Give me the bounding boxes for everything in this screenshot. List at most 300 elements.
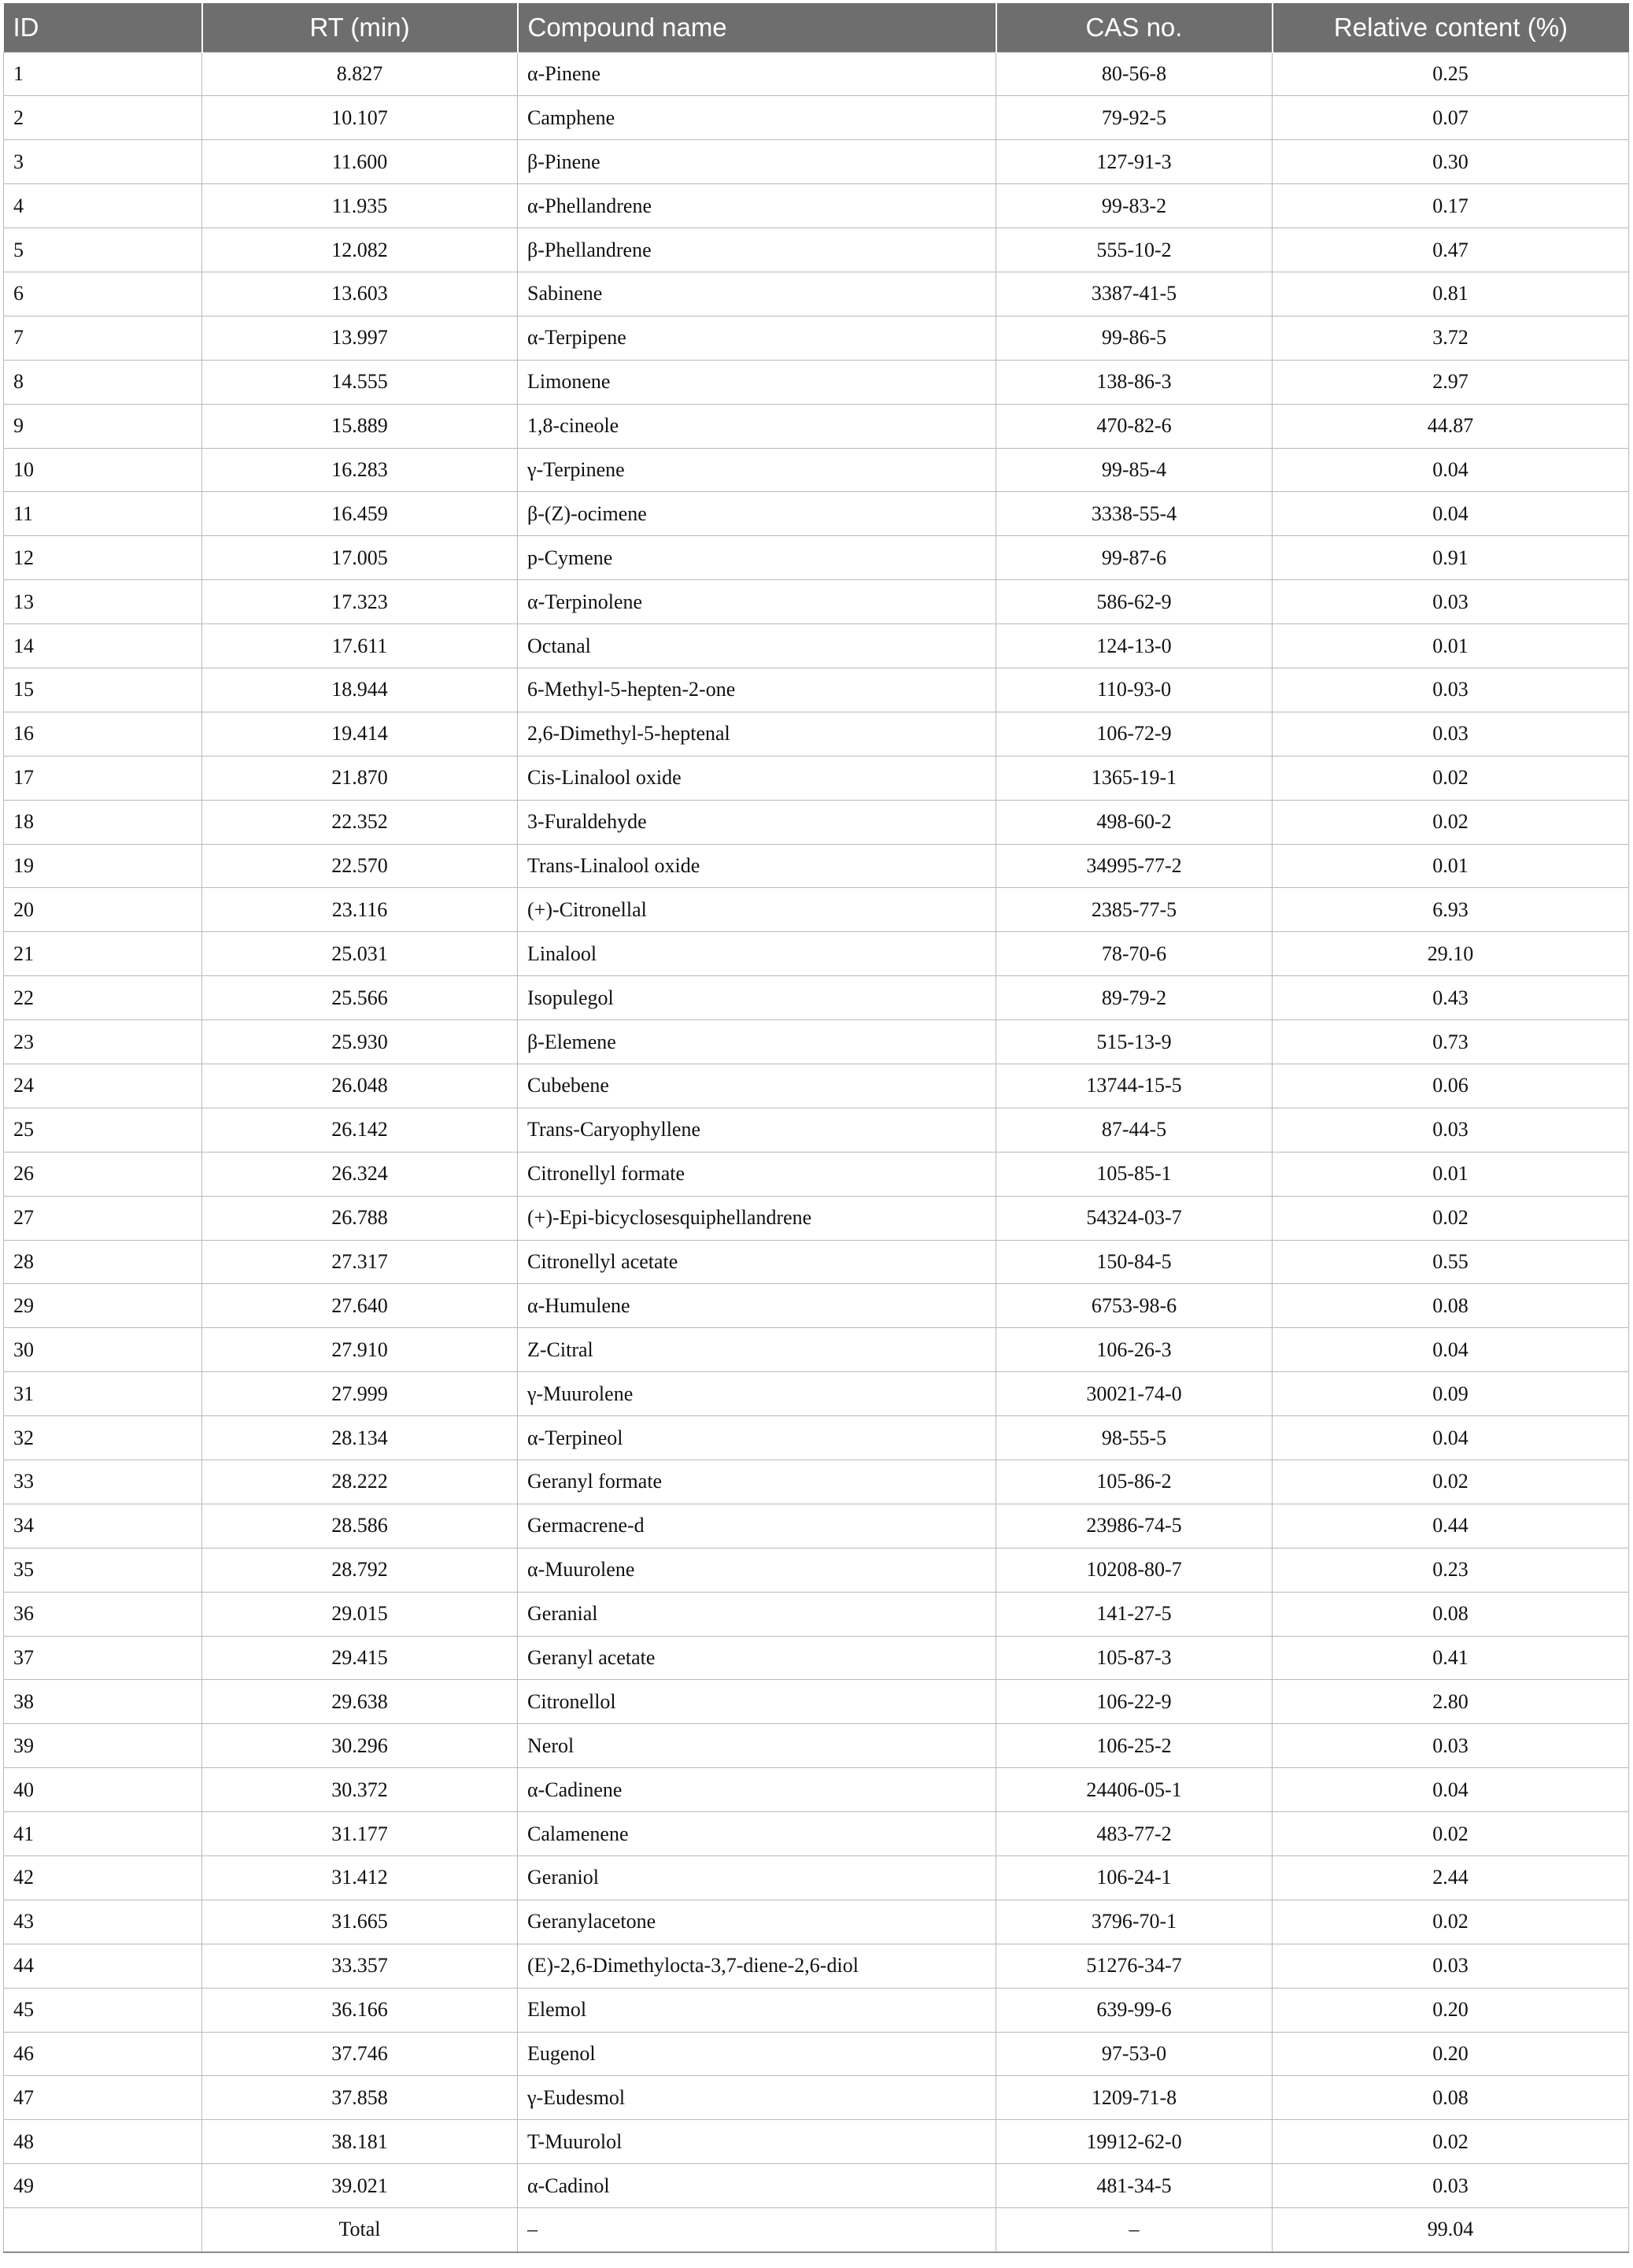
cell-compound-name: Isopulegol [518,976,996,1020]
cell-cas: 99-83-2 [996,184,1273,228]
cell-id: 31 [4,1372,202,1416]
table-row [4,1196,1629,1240]
cell-compound-name: Calamenene [518,1812,996,1856]
cell-rt: 18.944 [202,668,518,712]
cell-cas: – [996,2208,1273,2252]
cell-relative-content: 0.20 [1273,2032,1629,2076]
cell-compound-name: Octanal [518,624,996,668]
cell-rt: 27.640 [202,1284,518,1328]
cell-rt: 26.142 [202,1108,518,1152]
cell-relative-content: 0.41 [1273,1636,1629,1680]
cell-rt: 37.746 [202,2032,518,2076]
table-row [4,536,1629,580]
cell-compound-name: α-Terpineol [518,1416,996,1460]
cell-rt: 22.352 [202,800,518,844]
cell-compound-name: Geranial [518,1592,996,1636]
cell-id: 29 [4,1284,202,1328]
table-row [4,976,1629,1020]
cell-rt: 39.021 [202,2164,518,2208]
cell-id: 20 [4,888,202,932]
cell-compound-name: (+)-Citronellal [518,888,996,932]
cell-relative-content: 0.81 [1273,272,1629,316]
table-row [4,2164,1629,2208]
cell-cas: 138-86-3 [996,360,1273,404]
table-row [4,2032,1629,2076]
cell-relative-content: 0.02 [1273,1812,1629,1856]
cell-id: 1 [4,52,202,96]
cell-compound-name: α-Pinene [518,52,996,96]
cell-relative-content: 0.20 [1273,1988,1629,2032]
total-row [4,2208,1629,2252]
cell-compound-name: γ-Terpinene [518,448,996,492]
cell-id: 39 [4,1724,202,1768]
cell-relative-content: 44.87 [1273,404,1629,448]
table-row [4,1108,1629,1152]
cell-id: 38 [4,1680,202,1724]
table-row [4,1724,1629,1768]
cell-compound-name: 2,6-Dimethyl-5-heptenal [518,712,996,756]
cell-id [4,2208,202,2252]
cell-rt: 31.177 [202,1812,518,1856]
cell-cas: 99-86-5 [996,316,1273,360]
cell-relative-content: 0.04 [1273,1416,1629,1460]
cell-id: 2 [4,96,202,140]
table-row [4,1152,1629,1196]
cell-rt: 33.357 [202,1944,518,1988]
cell-compound-name: Citronellyl acetate [518,1240,996,1284]
cell-rt: 23.116 [202,888,518,932]
cell-rt: 29.015 [202,1592,518,1636]
header-rt: RT (min) [202,3,518,52]
table-row [4,1284,1629,1328]
cell-id: 10 [4,448,202,492]
cell-compound-name: – [518,2208,996,2252]
cell-rt: 25.566 [202,976,518,1020]
table-row [4,712,1629,756]
cell-compound-name: Citronellyl formate [518,1152,996,1196]
cell-compound-name: Camphene [518,96,996,140]
table-row [4,1548,1629,1592]
cell-id: 28 [4,1240,202,1284]
table-row [4,1900,1629,1944]
cell-rt: 8.827 [202,52,518,96]
cell-cas: 24406-05-1 [996,1768,1273,1812]
cell-relative-content: 0.43 [1273,976,1629,1020]
cell-relative-content: 0.03 [1273,2164,1629,2208]
cell-relative-content: 0.02 [1273,756,1629,800]
cell-cas: 124-13-0 [996,624,1273,668]
cell-id: 9 [4,404,202,448]
cell-id: 48 [4,2120,202,2164]
table-row [4,888,1629,932]
cell-id: 30 [4,1328,202,1372]
cell-id: 35 [4,1548,202,1592]
table-row [4,932,1629,976]
cell-id: 5 [4,228,202,272]
cell-rt: 10.107 [202,96,518,140]
table-row [4,228,1629,272]
cell-cas: 105-86-2 [996,1460,1273,1504]
cell-relative-content: 0.30 [1273,140,1629,184]
table-row [4,1680,1629,1724]
cell-cas: 105-87-3 [996,1636,1273,1680]
header-id: ID [13,12,39,42]
cell-cas: 106-24-1 [996,1856,1273,1900]
table-row [4,360,1629,404]
cell-cas: 80-56-8 [996,52,1273,96]
cell-relative-content: 0.02 [1273,1900,1629,1944]
cell-compound-name: Nerol [518,1724,996,1768]
cell-relative-content: 0.23 [1273,1548,1629,1592]
cell-rt: 36.166 [202,1988,518,2032]
table-row [4,800,1629,844]
cell-rt: 26.788 [202,1196,518,1240]
table-row [4,1020,1629,1064]
cell-relative-content: 0.01 [1273,1152,1629,1196]
cell-relative-content: 0.07 [1273,96,1629,140]
cell-compound-name: Limonene [518,360,996,404]
cell-relative-content: 0.04 [1273,448,1629,492]
table-body [4,52,1629,2252]
cell-id: 16 [4,712,202,756]
cell-relative-content: 0.25 [1273,52,1629,96]
cell-relative-content: 0.01 [1273,624,1629,668]
cell-compound-name: T-Muurolol [518,2120,996,2164]
cell-cas: 106-26-3 [996,1328,1273,1372]
cell-id: 15 [4,668,202,712]
table-row [4,96,1629,140]
cell-rt: 12.082 [202,228,518,272]
table-row [4,1944,1629,1988]
header-compound-name: Compound name [518,3,996,52]
table-row [4,52,1629,96]
cell-id: 47 [4,2076,202,2120]
table-row [4,580,1629,624]
cell-id: 46 [4,2032,202,2076]
cell-compound-name: γ-Eudesmol [518,2076,996,2120]
table-row [4,1372,1629,1416]
cell-compound-name: α-Cadinene [518,1768,996,1812]
cell-id: 21 [4,932,202,976]
cell-rt: 13.603 [202,272,518,316]
cell-cas: 2385-77-5 [996,888,1273,932]
cell-cas: 481-34-5 [996,2164,1273,2208]
cell-relative-content: 0.02 [1273,2120,1629,2164]
cell-cas: 34995-77-2 [996,844,1273,888]
cell-cas: 19912-62-0 [996,2120,1273,2164]
cell-id: 14 [4,624,202,668]
cell-cas: 150-84-5 [996,1240,1273,1284]
cell-relative-content: 2.44 [1273,1856,1629,1900]
cell-compound-name: Trans-Linalool oxide [518,844,996,888]
cell-id: 8 [4,360,202,404]
cell-compound-name: Geranyl formate [518,1460,996,1504]
cell-cas: 105-85-1 [996,1152,1273,1196]
cell-compound-name: β-Phellandrene [518,228,996,272]
cell-compound-name: Elemol [518,1988,996,2032]
cell-rt: 11.600 [202,140,518,184]
cell-compound-name: α-Phellandrene [518,184,996,228]
cell-compound-name: Citronellol [518,1680,996,1724]
table-row [4,448,1629,492]
cell-rt: 27.999 [202,1372,518,1416]
cell-rt: 29.638 [202,1680,518,1724]
cell-compound-name: α-Humulene [518,1284,996,1328]
cell-rt: 30.372 [202,1768,518,1812]
table-row [4,272,1629,316]
cell-relative-content: 0.01 [1273,844,1629,888]
cell-compound-name: Geranyl acetate [518,1636,996,1680]
cell-id: 22 [4,976,202,1020]
cell-id: 4 [4,184,202,228]
cell-compound-name: α-Terpipene [518,316,996,360]
cell-id: 27 [4,1196,202,1240]
cell-compound-name: 3-Furaldehyde [518,800,996,844]
cell-cas: 3338-55-4 [996,492,1273,536]
table-row [4,2120,1629,2164]
cell-cas: 141-27-5 [996,1592,1273,1636]
cell-cas: 79-92-5 [996,96,1273,140]
cell-relative-content: 0.04 [1273,1768,1629,1812]
table-row [4,1988,1629,2032]
cell-cas: 99-87-6 [996,536,1273,580]
table-row [4,1856,1629,1900]
table-row [4,624,1629,668]
cell-rt: 17.005 [202,536,518,580]
cell-id: 3 [4,140,202,184]
cell-cas: 106-72-9 [996,712,1273,756]
cell-relative-content: 0.04 [1273,1328,1629,1372]
cell-rt: 25.930 [202,1020,518,1064]
cell-id: 7 [4,316,202,360]
cell-rt: 17.323 [202,580,518,624]
cell-rt: 19.414 [202,712,518,756]
cell-compound-name: Germacrene-d [518,1504,996,1548]
cell-relative-content: 0.03 [1273,712,1629,756]
cell-compound-name: β-(Z)-ocimene [518,492,996,536]
cell-rt: 21.870 [202,756,518,800]
cell-relative-content: 0.73 [1273,1020,1629,1064]
cell-rt: 16.459 [202,492,518,536]
cell-relative-content: 0.02 [1273,1196,1629,1240]
table-row [4,1592,1629,1636]
cell-id: 33 [4,1460,202,1504]
cell-id: 49 [4,2164,202,2208]
header-row [4,3,1629,52]
cell-cas: 87-44-5 [996,1108,1273,1152]
cell-cas: 106-25-2 [996,1724,1273,1768]
compound-table [3,3,1629,2253]
cell-id: 18 [4,800,202,844]
cell-id: 37 [4,1636,202,1680]
cell-id: 43 [4,1900,202,1944]
cell-rt: 28.134 [202,1416,518,1460]
cell-cas: 89-79-2 [996,976,1273,1020]
cell-id: 13 [4,580,202,624]
cell-cas: 6753-98-6 [996,1284,1273,1328]
cell-cas: 99-85-4 [996,448,1273,492]
cell-relative-content: 0.08 [1273,1592,1629,1636]
cell-rt: 30.296 [202,1724,518,1768]
table-row [4,404,1629,448]
cell-compound-name: Geraniol [518,1856,996,1900]
cell-compound-name: Z-Citral [518,1328,996,1372]
cell-id: 11 [4,492,202,536]
cell-relative-content: 0.44 [1273,1504,1629,1548]
cell-rt: 11.935 [202,184,518,228]
cell-id: 6 [4,272,202,316]
cell-relative-content: 0.55 [1273,1240,1629,1284]
cell-relative-content: 0.09 [1273,1372,1629,1416]
cell-cas: 1365-19-1 [996,756,1273,800]
cell-rt: 29.415 [202,1636,518,1680]
cell-rt: 14.555 [202,360,518,404]
cell-compound-name: Trans-Caryophyllene [518,1108,996,1152]
cell-compound-name: Geranylacetone [518,1900,996,1944]
table-row [4,140,1629,184]
cell-rt: 22.570 [202,844,518,888]
cell-compound-name: Sabinene [518,272,996,316]
cell-cas: 1209-71-8 [996,2076,1273,2120]
cell-id: 42 [4,1856,202,1900]
table-header [4,3,1629,52]
cell-rt: 16.283 [202,448,518,492]
cell-id: 45 [4,1988,202,2032]
cell-id: 34 [4,1504,202,1548]
cell-cas: 3796-70-1 [996,1900,1273,1944]
cell-relative-content: 0.17 [1273,184,1629,228]
cell-relative-content: 0.03 [1273,1724,1629,1768]
cell-relative-content: 2.80 [1273,1680,1629,1724]
cell-relative-content: 2.97 [1273,360,1629,404]
cell-id: 40 [4,1768,202,1812]
table-row [4,668,1629,712]
cell-relative-content: 6.93 [1273,888,1629,932]
cell-rt: 38.181 [202,2120,518,2164]
cell-rt: 27.317 [202,1240,518,1284]
table-row [4,1504,1629,1548]
cell-rt: Total [202,2208,518,2252]
cell-compound-name: (E)-2,6-Dimethylocta-3,7-diene-2,6-diol [518,1944,996,1988]
table-row [4,844,1629,888]
header-relative-content: Relative content (%) [1273,3,1629,52]
table-row [4,1240,1629,1284]
cell-relative-content: 0.47 [1273,228,1629,272]
cell-id: 12 [4,536,202,580]
cell-compound-name: β-Elemene [518,1020,996,1064]
cell-id: 32 [4,1416,202,1460]
cell-cas: 515-13-9 [996,1020,1273,1064]
cell-relative-content: 0.02 [1273,800,1629,844]
cell-id: 26 [4,1152,202,1196]
cell-cas: 586-62-9 [996,580,1273,624]
cell-cas: 98-55-5 [996,1416,1273,1460]
cell-rt: 37.858 [202,2076,518,2120]
cell-compound-name: Linalool [518,932,996,976]
cell-cas: 555-10-2 [996,228,1273,272]
cell-rt: 13.997 [202,316,518,360]
cell-rt: 28.792 [202,1548,518,1592]
cell-relative-content: 0.02 [1273,1460,1629,1504]
cell-id: 44 [4,1944,202,1988]
cell-cas: 498-60-2 [996,800,1273,844]
cell-rt: 31.412 [202,1856,518,1900]
cell-cas: 127-91-3 [996,140,1273,184]
table-row [4,1460,1629,1504]
table-row [4,1636,1629,1680]
cell-compound-name: p-Cymene [518,536,996,580]
cell-rt: 28.586 [202,1504,518,1548]
cell-relative-content: 0.04 [1273,492,1629,536]
cell-cas: 54324-03-7 [996,1196,1273,1240]
cell-rt: 15.889 [202,404,518,448]
cell-compound-name: β-Pinene [518,140,996,184]
cell-compound-name: α-Terpinolene [518,580,996,624]
cell-compound-name: Eugenol [518,2032,996,2076]
cell-id: 36 [4,1592,202,1636]
cell-compound-name: Cubebene [518,1064,996,1108]
table-row [4,316,1629,360]
cell-rt: 31.665 [202,1900,518,1944]
cell-id: 19 [4,844,202,888]
cell-id: 23 [4,1020,202,1064]
cell-rt: 26.048 [202,1064,518,1108]
cell-cas: 106-22-9 [996,1680,1273,1724]
cell-relative-content: 0.03 [1273,580,1629,624]
cell-relative-content: 0.03 [1273,1108,1629,1152]
cell-cas: 639-99-6 [996,1988,1273,2032]
cell-relative-content: 99.04 [1273,2208,1629,2252]
cell-compound-name: α-Muurolene [518,1548,996,1592]
cell-rt: 28.222 [202,1460,518,1504]
cell-id: 25 [4,1108,202,1152]
cell-rt: 25.031 [202,932,518,976]
table-row [4,492,1629,536]
cell-id: 24 [4,1064,202,1108]
table-row [4,2076,1629,2120]
cell-rt: 26.324 [202,1152,518,1196]
cell-compound-name: α-Cadinol [518,2164,996,2208]
cell-compound-name: (+)-Epi-bicyclosesquiphellandrene [518,1196,996,1240]
cell-relative-content: 0.03 [1273,1944,1629,1988]
cell-rt: 27.910 [202,1328,518,1372]
cell-relative-content: 3.72 [1273,316,1629,360]
cell-cas: 78-70-6 [996,932,1273,976]
cell-cas: 483-77-2 [996,1812,1273,1856]
cell-cas: 23986-74-5 [996,1504,1273,1548]
cell-relative-content: 29.10 [1273,932,1629,976]
cell-compound-name: 1,8-cineole [518,404,996,448]
cell-relative-content: 0.03 [1273,668,1629,712]
header-cas: CAS no. [996,3,1273,52]
cell-cas: 51276-34-7 [996,1944,1273,1988]
cell-relative-content: 0.08 [1273,1284,1629,1328]
table-row [4,1328,1629,1372]
cell-cas: 470-82-6 [996,404,1273,448]
table-row [4,756,1629,800]
cell-cas: 13744-15-5 [996,1064,1273,1108]
cell-relative-content: 0.06 [1273,1064,1629,1108]
cell-cas: 110-93-0 [996,668,1273,712]
table-row [4,1064,1629,1108]
cell-relative-content: 0.08 [1273,2076,1629,2120]
table-row [4,184,1629,228]
cell-cas: 97-53-0 [996,2032,1273,2076]
cell-relative-content: 0.91 [1273,536,1629,580]
cell-id: 41 [4,1812,202,1856]
cell-cas: 30021-74-0 [996,1372,1273,1416]
table-row [4,1812,1629,1856]
